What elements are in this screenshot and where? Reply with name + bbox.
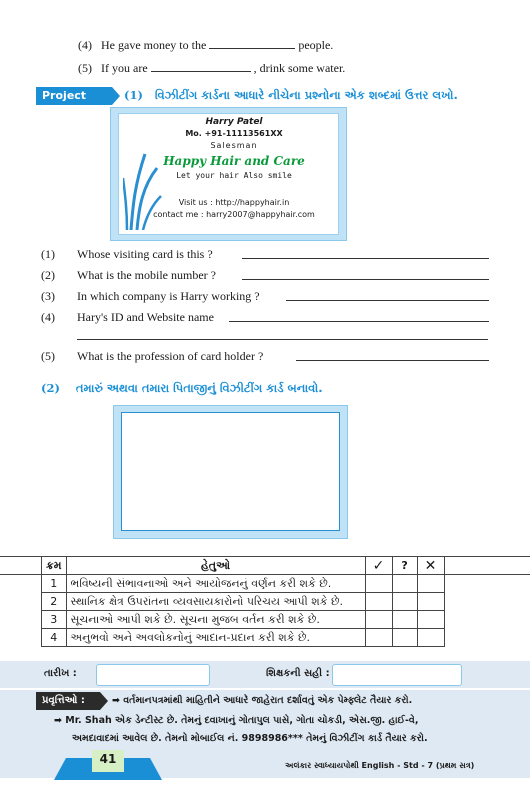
check-cell[interactable] <box>365 593 392 611</box>
answer-blank[interactable] <box>296 360 489 361</box>
table-row <box>0 593 530 611</box>
row-text: સૂચનાઓ આપી શકે છે. સૂચના મુજબ વર્તન કરી શકે છે. <box>66 611 365 629</box>
card-mobile: Mo. +91-11113561XX <box>185 129 283 138</box>
activity-tag <box>36 692 100 710</box>
question-text-after: people. <box>298 38 334 52</box>
footer-book-title: અલંકાર સ્વાધ્યાયપોથી English - Std - 7 (પ્રથમ સત્ર) <box>285 761 475 770</box>
question-number: (2) <box>41 268 55 282</box>
question-cell[interactable] <box>392 611 417 629</box>
visiting-card <box>118 113 339 235</box>
hetuo-header: હેતુઓ <box>66 557 365 575</box>
answer-blank[interactable] <box>209 48 295 49</box>
kram-header: ક્રમ <box>42 557 67 575</box>
question-text: What is the mobile number ? <box>77 268 216 282</box>
card-website: Visit us : http://happyhair.in <box>178 198 290 207</box>
cross-cell[interactable] <box>417 629 444 647</box>
card-role: Salesman <box>210 141 258 150</box>
top-question-5 <box>78 61 498 77</box>
card-question-5 <box>41 349 501 365</box>
activity-line-2: ➡ Mr. Shah એક ડેન્ટીસ્ટ છે. તેમનું દવાખાનું ગોતાપુલ પાસે, ગોતા ચોકડી, એસ.જી. હાઈ-વે, <box>54 715 419 726</box>
card-name: Harry Patel <box>205 117 263 127</box>
date-field[interactable] <box>96 664 210 686</box>
question-number: (4) <box>41 310 55 324</box>
cross-cell[interactable] <box>417 611 444 629</box>
answer-blank-extra[interactable] <box>77 339 488 340</box>
check-cell[interactable] <box>365 575 392 593</box>
question-number: (4) <box>78 38 92 52</box>
table-row <box>0 629 530 647</box>
page-number: 41 <box>99 752 117 766</box>
question-number: (5) <box>78 61 92 75</box>
row-number: 3 <box>42 611 67 629</box>
teacher-signature-label: શિક્ષકની સહી : <box>266 668 330 679</box>
answer-blank[interactable] <box>151 71 251 72</box>
project-item-1-heading <box>124 88 524 103</box>
question-text-before: If you are <box>101 61 148 75</box>
question-text-before: He gave money to the <box>101 38 207 52</box>
cross-icon: ✕ <box>417 557 444 575</box>
card-question-2 <box>41 268 501 284</box>
row-text: અનુભવો અને અવલોકનોનું આદાન-પ્રદાન કરી શકે છે. <box>66 629 365 647</box>
project-item-2-heading <box>41 381 481 396</box>
card-question-3 <box>41 289 501 305</box>
row-text: ભવિષ્યની સંભાવનાઓ અને આયોજનનું વર્ણન કરી શકે છે. <box>66 575 365 593</box>
question-cell[interactable] <box>392 629 417 647</box>
table-header-row <box>0 557 530 575</box>
activity-line-3: અમદાવાદમાં આવેલ છે. તેમનો મોબાઈલ નં. 9898986*** તેમનું વિઝીટીંગ કાર્ડ તૈયાર કરો. <box>72 733 428 744</box>
activity-line-1: ➡ વર્તમાનપત્રમાંથી માહિતીને આધારે જાહેરાત દર્શાવતું એક પેમ્ફ્લેટ તૈયાર કરો. <box>112 695 413 706</box>
question-text: What is the profession of card holder ? <box>77 349 264 363</box>
question-text: In which company is Harry working ? <box>77 289 260 303</box>
question-cell[interactable] <box>392 575 417 593</box>
activity-label: પ્રવૃત્તિઓ : <box>42 695 85 706</box>
check-cell[interactable] <box>365 629 392 647</box>
project-work-arrow-icon <box>112 87 120 105</box>
item-instruction: તમારું અથવા તમારા પિતાજીનું વિઝીટીંગ કાર્ડ બનાવો. <box>75 381 323 395</box>
card-tagline: Let your hair Also smile <box>176 171 292 180</box>
date-label: તારીખ : <box>44 668 77 679</box>
question-text-after: , drink some water. <box>253 61 346 75</box>
table-row <box>0 575 530 593</box>
answer-blank[interactable] <box>286 300 489 301</box>
row-number: 4 <box>42 629 67 647</box>
question-text: Whose visiting card is this ? <box>77 247 213 261</box>
row-number: 1 <box>42 575 67 593</box>
question-text: Hary's ID and Website name <box>77 310 214 324</box>
question-icon: ? <box>392 557 417 575</box>
answer-blank[interactable] <box>242 258 489 259</box>
cross-cell[interactable] <box>417 593 444 611</box>
teacher-signature-field[interactable] <box>332 664 462 686</box>
answer-blank[interactable] <box>229 321 489 322</box>
top-question-4 <box>78 38 498 54</box>
card-question-1 <box>41 247 501 263</box>
question-number: (3) <box>41 289 55 303</box>
cross-cell[interactable] <box>417 575 444 593</box>
activity-arrow-icon <box>100 692 108 710</box>
item-instruction: વિઝીટીંગ કાર્ડના આધારે નીચેના પ્રશ્નોના એક શબ્દમાં ઉત્તર લખો. <box>154 88 458 102</box>
item-number: (1) <box>124 88 143 102</box>
check-cell[interactable] <box>365 611 392 629</box>
item-number: (2) <box>41 381 60 395</box>
blank-card-area[interactable] <box>121 412 340 531</box>
table-row <box>0 611 530 629</box>
evaluation-table <box>0 556 530 647</box>
row-number: 2 <box>42 593 67 611</box>
check-icon: ✓ <box>365 557 392 575</box>
question-number: (5) <box>41 349 55 363</box>
question-number: (1) <box>41 247 55 261</box>
project-work-tag <box>36 87 112 120</box>
project-work-label: Project Work <box>42 89 87 120</box>
answer-blank[interactable] <box>242 279 489 280</box>
card-company: Happy Hair and Care <box>163 154 305 168</box>
card-question-4 <box>41 310 501 326</box>
question-cell[interactable] <box>392 593 417 611</box>
card-email: contact me : harry2007@happyhair.com <box>153 210 315 219</box>
row-text: સ્થાનિક ક્ષેત્ર ઉપરાંતના વ્યવસાયકારોનો પરિચય આપી શકે છે. <box>66 593 365 611</box>
